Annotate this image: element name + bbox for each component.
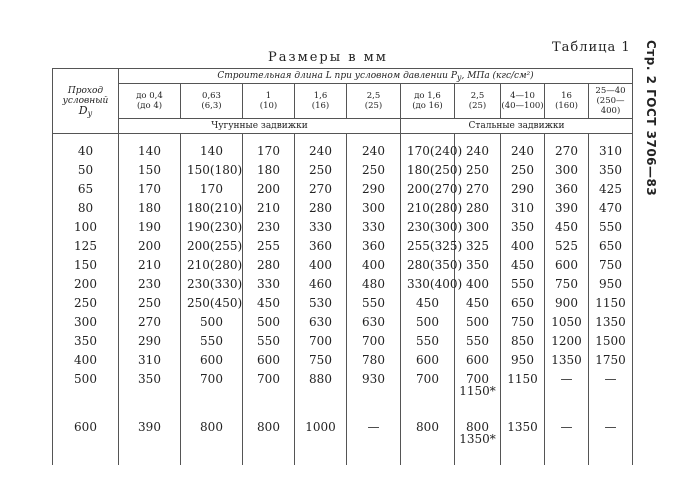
length-cell: 450	[243, 293, 295, 312]
length-cell: 550	[401, 331, 455, 350]
length-cell: 200	[119, 236, 181, 255]
length-cell: 300	[347, 198, 401, 217]
table-caption: Размеры в мм	[268, 50, 388, 65]
stub-line1: Проход	[67, 85, 104, 96]
pressure-header-2: 1 (10)	[243, 84, 295, 119]
table-row	[53, 331, 633, 350]
length-cell: 200(255)	[181, 236, 243, 255]
nominal-diameter-cell: 65	[53, 179, 119, 198]
table-row	[53, 369, 633, 417]
table-row	[53, 312, 633, 331]
length-cell: 255	[243, 236, 295, 255]
length-cell: 880	[295, 369, 347, 417]
length-cell: 140	[119, 134, 181, 161]
length-cell: 240	[455, 134, 501, 161]
length-cell: 950	[589, 274, 633, 293]
length-cell: 1150	[589, 293, 633, 312]
length-cell: 700 1150*	[455, 369, 501, 417]
length-cell: 310	[589, 134, 633, 161]
length-cell: 230(300)	[401, 217, 455, 236]
length-cell: 325	[455, 236, 501, 255]
length-cell: 310	[119, 350, 181, 369]
length-cell: 250	[347, 160, 401, 179]
stub-line2: условный	[62, 95, 109, 106]
length-span-header: Строительная длина L при условном давлении Pу, МПа (кгс/см²)	[119, 69, 633, 84]
length-cell: 600	[455, 350, 501, 369]
length-cell: 350	[119, 369, 181, 417]
length-cell: 500	[243, 312, 295, 331]
length-cell: 460	[295, 274, 347, 293]
group-steel: Стальные задвижки	[401, 119, 633, 134]
length-cell: 750	[295, 350, 347, 369]
length-cell: 850	[501, 331, 545, 350]
length-cell: 170	[119, 179, 181, 198]
nominal-diameter-cell: 200	[53, 274, 119, 293]
length-cell: 200	[243, 179, 295, 198]
length-cell: 300	[545, 160, 589, 179]
table-row	[53, 160, 633, 179]
length-cell: 210(280)	[181, 255, 243, 274]
table-row	[53, 179, 633, 198]
table-row	[53, 217, 633, 236]
length-cell: 630	[347, 312, 401, 331]
length-cell: 140	[181, 134, 243, 161]
table-row	[53, 274, 633, 293]
length-cell: 400	[501, 236, 545, 255]
pressure-header-5: до 1,6 (до 16)	[401, 84, 455, 119]
pressure-header-3: 1,6 (16)	[295, 84, 347, 119]
length-cell: 1200	[545, 331, 589, 350]
length-cell: 550	[501, 274, 545, 293]
length-cell: 150	[119, 160, 181, 179]
length-cell: 1500	[589, 331, 633, 350]
length-cell: 330(400)	[401, 274, 455, 293]
length-cell: 700	[295, 331, 347, 350]
length-cell: 600	[401, 350, 455, 369]
length-cell: 400	[455, 274, 501, 293]
pressure-header-4: 2,5 (25)	[347, 84, 401, 119]
length-cell: 1750	[589, 350, 633, 369]
length-cell: 350	[589, 160, 633, 179]
pressure-header-row	[53, 84, 633, 119]
length-cell: 180	[119, 198, 181, 217]
nominal-diameter-cell: 600	[53, 417, 119, 465]
length-cell: 930	[347, 369, 401, 417]
nominal-diameter-cell: 350	[53, 331, 119, 350]
length-cell: 450	[501, 255, 545, 274]
length-cell: 350	[501, 217, 545, 236]
nominal-diameter-cell: 300	[53, 312, 119, 331]
length-cell: 230(330)	[181, 274, 243, 293]
length-cell: 750	[501, 312, 545, 331]
length-cell: 350	[455, 255, 501, 274]
length-cell: 250(450)	[181, 293, 243, 312]
length-cell: 425	[589, 179, 633, 198]
nominal-diameter-cell: 150	[53, 255, 119, 274]
pressure-header-0: до 0,4 (до 4)	[119, 84, 181, 119]
length-cell: 180(210)	[181, 198, 243, 217]
nominal-diameter-cell: 250	[53, 293, 119, 312]
length-cell: 650	[501, 293, 545, 312]
length-cell: 1350	[545, 350, 589, 369]
length-cell: 390	[545, 198, 589, 217]
length-cell: 650	[589, 236, 633, 255]
length-cell: —	[347, 417, 401, 465]
length-cell: 150(180)	[181, 160, 243, 179]
length-cell: 190(230)	[181, 217, 243, 236]
length-cell: —	[545, 417, 589, 465]
nominal-diameter-cell: 50	[53, 160, 119, 179]
length-cell: 250	[455, 160, 501, 179]
length-cell: 170(240)	[401, 134, 455, 161]
nominal-diameter-cell: 500	[53, 369, 119, 417]
length-cell: 290	[501, 179, 545, 198]
length-cell: 1050	[545, 312, 589, 331]
length-cell: 240	[501, 134, 545, 161]
length-cell: 280	[295, 198, 347, 217]
pressure-header-8: 16 (160)	[545, 84, 589, 119]
length-cell: 700	[243, 369, 295, 417]
length-cell: 480	[347, 274, 401, 293]
length-cell: 250	[501, 160, 545, 179]
side-header-text: Стр. 2 ГОСТ 3706—83	[644, 40, 658, 197]
length-cell: 1350	[501, 417, 545, 465]
pressure-header-6: 2,5 (25)	[455, 84, 501, 119]
length-cell: 210(280)	[401, 198, 455, 217]
length-cell: 180	[243, 160, 295, 179]
length-cell: 1150	[501, 369, 545, 417]
length-cell: 525	[545, 236, 589, 255]
length-cell: 700	[401, 369, 455, 417]
table-row	[53, 417, 633, 465]
length-cell: 900	[545, 293, 589, 312]
length-cell: 360	[295, 236, 347, 255]
pressure-header-9: 25—40 (250—400)	[589, 84, 633, 119]
length-cell: 180(250)	[401, 160, 455, 179]
length-cell: 550	[589, 217, 633, 236]
pressure-header-7: 4—10 (40—100)	[501, 84, 545, 119]
length-cell: 550	[181, 331, 243, 350]
length-cell: 530	[295, 293, 347, 312]
length-cell: 270	[295, 179, 347, 198]
length-cell: 1350	[589, 312, 633, 331]
length-cell: 500	[181, 312, 243, 331]
length-cell: 230	[243, 217, 295, 236]
length-cell: 400	[295, 255, 347, 274]
table-body	[53, 134, 633, 466]
length-cell: 600	[181, 350, 243, 369]
length-cell: 750	[589, 255, 633, 274]
table-row	[53, 134, 633, 161]
length-cell: 330	[347, 217, 401, 236]
length-cell: 280	[455, 198, 501, 217]
dimensions-table	[52, 68, 633, 465]
table-row	[53, 350, 633, 369]
length-cell: 700	[181, 369, 243, 417]
length-cell: 550	[455, 331, 501, 350]
length-cell: 300	[455, 217, 501, 236]
length-cell: 360	[545, 179, 589, 198]
stub-header	[53, 69, 119, 134]
length-cell: —	[589, 369, 633, 417]
nominal-diameter-cell: 125	[53, 236, 119, 255]
length-cell: 400	[347, 255, 401, 274]
length-cell: 290	[119, 331, 181, 350]
side-header	[634, 40, 664, 197]
length-cell: 330	[295, 217, 347, 236]
group-cast: Чугунные задвижки	[119, 119, 401, 134]
length-cell: 450	[401, 293, 455, 312]
length-cell: —	[545, 369, 589, 417]
stub-symbol: Dу	[78, 103, 93, 118]
length-cell: 230	[119, 274, 181, 293]
length-cell: 270	[545, 134, 589, 161]
table-row	[53, 255, 633, 274]
nominal-diameter-cell: 400	[53, 350, 119, 369]
length-cell: 800 1350*	[455, 417, 501, 465]
length-cell: 280	[243, 255, 295, 274]
pressure-header-1: 0,63 (6,3)	[181, 84, 243, 119]
length-cell: 800	[401, 417, 455, 465]
length-cell: 330	[243, 274, 295, 293]
length-cell: 800	[181, 417, 243, 465]
length-cell: 1000	[295, 417, 347, 465]
table-number: Таблица 1	[552, 40, 631, 55]
length-cell: 500	[455, 312, 501, 331]
length-cell: 700	[347, 331, 401, 350]
length-cell: 270	[119, 312, 181, 331]
length-cell: 200(270)	[401, 179, 455, 198]
length-cell: 390	[119, 417, 181, 465]
length-cell: 750	[545, 274, 589, 293]
length-cell: 270	[455, 179, 501, 198]
length-cell: 450	[545, 217, 589, 236]
length-cell: 210	[119, 255, 181, 274]
length-cell: —	[589, 417, 633, 465]
length-cell: 470	[589, 198, 633, 217]
table-row	[53, 198, 633, 217]
length-cell: 600	[243, 350, 295, 369]
length-cell: 450	[455, 293, 501, 312]
length-cell: 170	[181, 179, 243, 198]
length-cell: 780	[347, 350, 401, 369]
length-cell: 290	[347, 179, 401, 198]
length-cell: 210	[243, 198, 295, 217]
nominal-diameter-cell: 100	[53, 217, 119, 236]
nominal-diameter-cell: 40	[53, 134, 119, 161]
length-cell: 255(325)	[401, 236, 455, 255]
length-cell: 360	[347, 236, 401, 255]
length-cell: 600	[545, 255, 589, 274]
length-cell: 250	[119, 293, 181, 312]
length-cell: 800	[243, 417, 295, 465]
nominal-diameter-cell: 80	[53, 198, 119, 217]
length-cell: 240	[347, 134, 401, 161]
length-cell: 280(350)	[401, 255, 455, 274]
length-cell: 550	[347, 293, 401, 312]
length-cell: 170	[243, 134, 295, 161]
length-cell: 630	[295, 312, 347, 331]
length-cell: 950	[501, 350, 545, 369]
table-row	[53, 293, 633, 312]
length-cell: 310	[501, 198, 545, 217]
length-cell: 240	[295, 134, 347, 161]
length-cell: 190	[119, 217, 181, 236]
length-cell: 250	[295, 160, 347, 179]
length-cell: 500	[401, 312, 455, 331]
table-row	[53, 236, 633, 255]
length-cell: 550	[243, 331, 295, 350]
